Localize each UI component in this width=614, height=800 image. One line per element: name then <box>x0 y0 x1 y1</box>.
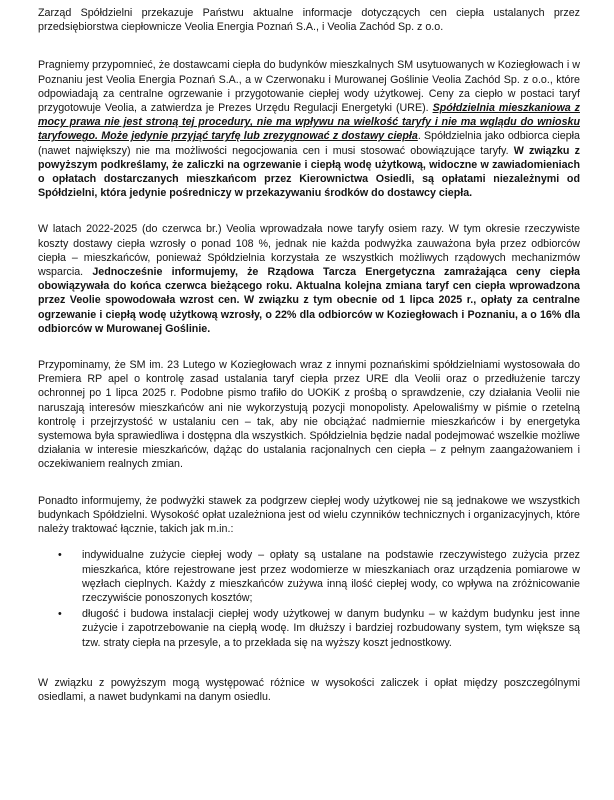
advance-payments-notice: W związku z powyższym podkreślamy, że zaliczki na ogrzewanie i ciepłą wodę użytkową, widoczne w zawiadomieniach o opłatach dostarczanych mieszkańcom przez Kierownictwa Osiedli, są opłatami niezależnymi od Spółdzielni, która jedynie pośredniczy w przekazywaniu środków do dostawcy ciepła. <box>38 144 580 200</box>
suppliers-paragraph <box>38 58 580 200</box>
tariffs-paragraph <box>38 222 580 336</box>
tariff-increase-notice: Jednocześnie informujemy, że Rządowa Tarcza Energetyczna zamrażająca ceny ciepła obowiązywała do końca czerwca bieżącego roku. Aktualna kolejna zmiana taryf cen ciepła wprowadzona przez Veolie spowodowała wzrost cen. W związku z tym obecnie od 1 lipca 2025 r., opłaty za centralne ogrzewanie i ciepłą wodę użytkową wzrosły, o 22% dla odbiorców w Koziegłowach i Poznaniu, a o 16% dla odbiorców w Murowanej Goślinie. <box>38 266 580 335</box>
intro-paragraph: Zarząd Spółdzielni przekazuje Państwu aktualne informacje dotyczących cen ciepła ustalanych przez przedsiębiorstwa ciepłownicze Veolia Energia Poznań S.A., i Veolia Zachód Sp. z o.o. <box>38 7 580 34</box>
list-item: • długość i budowa instalacji ciepłej wody użytkowej w danym budynku – w każdym budynku jest inne zużycie i zapotrzebowanie na ciepłą wodę. Im dłuższy i bardziej rozbudowany system, tym większe są tzw. straty ciepła na przesyle, a to przekłada się na wyższy koszt jednostkowy. <box>82 607 580 650</box>
suppliers-text: Pragniemy przypomnieć, że dostawcami ciepła do budynków mieszkalnych SM usytuowanych w Koziegłowach i w Poznaniu jest Veolia Energia Poznań S.A., a w Czerwonaku i Murowanej Goślinie Veolia Zachód Sp. z o.o., które odpowiadają za centralne ogrzewanie i przygotowanie ciepłej wody użytkowej. Ceny za ciepło w postaci taryf przygotowuje Veolia, a zatwierdza je Prezes Urzędu Regulacji Energetyki (URE). <box>38 59 580 115</box>
factors-list <box>38 548 580 649</box>
cooperative-role-emphasis: Spółdzielnia mieszkaniowa z mocy prawa nie jest stroną tej procedury, nie ma wpływu na wielkość taryfy i nie ma wglądu do wniosku taryfowego. Może jedynie przyjąć taryfę lub zrezygnować z dostawy ciepła <box>38 102 580 143</box>
list-item: • indywidualne zużycie ciepłej wody – opłaty są ustalane na podstawie rzeczywistego zużycia przez mieszkańca, które rejestrowane jest przez wodomierze w mieszkaniach oraz urządzenia pomiarowe w węzłach cieplnych. Każdy z mieszkańców zużywa inną ilość ciepłej wody, co wpływa na zróżnicowanie rzeczywiście ponoszonych kosztów; <box>82 548 580 605</box>
hot-water-paragraph: Ponadto informujemy, że podwyżki stawek za podgrzew ciepłej wody użytkowej nie są jednakowe we wszystkich budynkach Spółdzielni. Wysokość opłat uzależniona jest od wielu czynników technicznych i organizacyjnych, które należy traktować łącznie, takich jak m.in.: <box>38 494 580 536</box>
closing-paragraph: W związku z powyższym mogą występować różnice w wysokości zaliczek i opłat między poszczególnymi osiedlami, a nawet budynkami na danym osiedlu. <box>38 676 580 703</box>
appeal-paragraph: Przypominamy, że SM im. 23 Lutego w Koziegłowach wraz z innymi poznańskimi spółdzielniami wystosowała do Premiera RP apel o kontrolę zasad ustalania taryf ciepła przez URE dla Veolii oraz o przedłużenie tarczy ochronnej po 1 lipca 2025 r. Podobne pismo trafiło do UOKiK z prośbą o sprawdzenie, czy działania Veolii nie naruszają interesów mieszkańców ani nie wykorzystują pozycji monopolisty. Apelowaliśmy w piśmie o rzetelną kontrolę i przejrzystość w ustalaniu cen – tak, aby nie obciążać nadmiernie mieszkańców i by energetyka systemowa była sprawiedliwa i dostępna dla wszystkich. Spółdzielnia będzie nadal podejmować wszelkie możliwe działania w interesie mieszkańców, dążąc do ustalania racjonalnych cen ciepła – z pełnym zaangażowaniem i oczekiwaniem realnych zmian. <box>38 359 580 471</box>
suppliers-text-continued: . Spółdzielnia jako odbiorca ciepła (nawet największy) nie ma możliwości negocjowania cen i musi stosować obowiązujące taryfy. <box>38 130 581 157</box>
tariffs-text: W latach 2022-2025 (do czerwca br.) Veolia wprowadzała nowe taryfy osiem razy. W tym okresie rzeczywiste koszty dostawy ciepła wzrosły o ponad 108 %, jednak nie każda podwyżka zauważona była przez odbiorców ciepła – mieszkańców, ponieważ Spółdzielnia korzystała ze wszystkich możliwych rządowych mechanizmów wsparcia. <box>38 223 580 279</box>
